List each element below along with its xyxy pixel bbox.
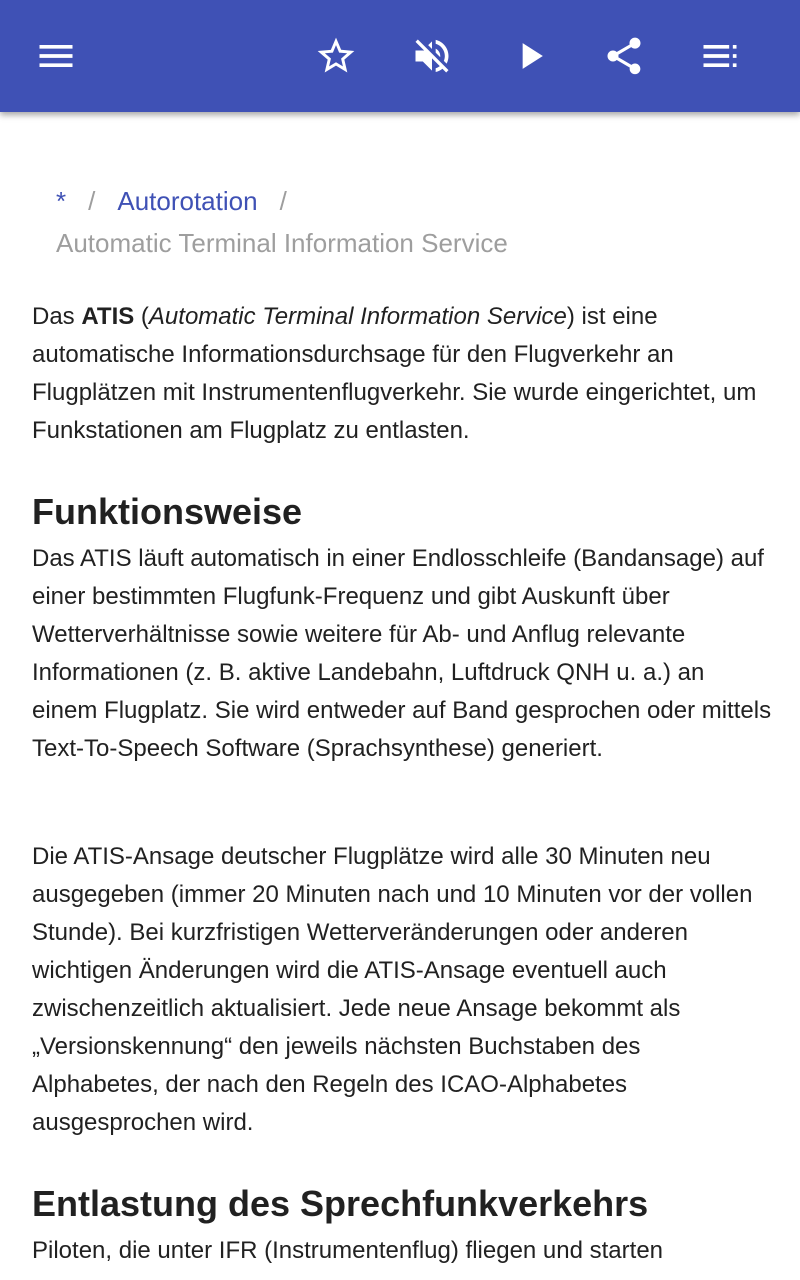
section-heading-funktionsweise: Funktionsweise: [32, 491, 303, 532]
playlist-icon: [698, 34, 742, 78]
breadcrumb: [56, 180, 756, 264]
menu-button[interactable]: [20, 20, 92, 92]
breadcrumb-home-link[interactable]: *: [56, 186, 67, 216]
intro-pre: Das: [32, 303, 82, 330]
table-of-contents-button[interactable]: [684, 20, 756, 92]
section1-paragraph-2: Die ATIS-Ansage deutscher Flugplätze wird alle 30 Minuten neu ausgegeben (immer 20 Minuten nach und 10 Minuten vor der vollen Stunde). Bei kurzfristigen Wetterveränderungen oder anderen wichtigen Änderungen wird die ATIS-Ansage eventuell auch zwischenzeitlich aktualisiert. Jede neue Ansage bekommt als „Versionskennung“ den jeweils nächsten Buchstaben des Alphabetes, der nach den Regeln des ICAO-Alphabetes ausgesprochen wird.: [32, 843, 753, 1136]
section-heading-entlastung: Entlastung des Sprechfunkverkehrs: [32, 1183, 649, 1224]
article-content: [0, 112, 800, 1280]
section2-paragraph-1: Piloten, die unter IFR (Instrumentenflug) fliegen und starten: [32, 1237, 664, 1264]
breadcrumb-separator: /: [88, 186, 96, 216]
breadcrumb-separator: /: [279, 186, 287, 216]
play-button[interactable]: [494, 20, 566, 92]
intro-abbr: ATIS: [81, 303, 135, 330]
breadcrumb-parent-link[interactable]: Autorotation: [117, 186, 258, 216]
menu-icon: [34, 34, 78, 78]
app-toolbar: [0, 0, 800, 112]
share-icon: [602, 34, 646, 78]
intro-open-paren: (: [134, 303, 149, 330]
intro-paragraph: [32, 298, 772, 450]
volume-off-icon: [410, 34, 454, 78]
star-outline-icon: [314, 34, 358, 78]
share-button[interactable]: [588, 20, 660, 92]
play-icon: [508, 34, 552, 78]
intro-rest: ) ist eine automatische Informationsdurchsage für den Flugverkehr an Flugplätzen mit Instrumentenflugverkehr. Sie wurde eingerichtet, um Funkstationen am Flugplatz zu entlasten.: [32, 303, 757, 444]
breadcrumb-current: Automatic Terminal Information Service: [56, 228, 508, 258]
bookmark-button[interactable]: [300, 20, 372, 92]
intro-expansion: Automatic Terminal Information Service: [148, 303, 567, 330]
section1-paragraph-1: Das ATIS läuft automatisch in einer Endlosschleife (Bandansage) auf einer bestimmten Flugfunk-Frequenz und gibt Auskunft über Wetterverhältnisse sowie weitere für Ab- und Anflug relevante Informationen (z. B. aktive Landebahn, Luftdruck QNH u. a.) an einem Flugplatz. Sie wird entweder auf Band gesprochen oder mittels Text-To-Speech Software (Sprachsynthese) generiert.: [32, 545, 772, 762]
mute-button[interactable]: [396, 20, 468, 92]
